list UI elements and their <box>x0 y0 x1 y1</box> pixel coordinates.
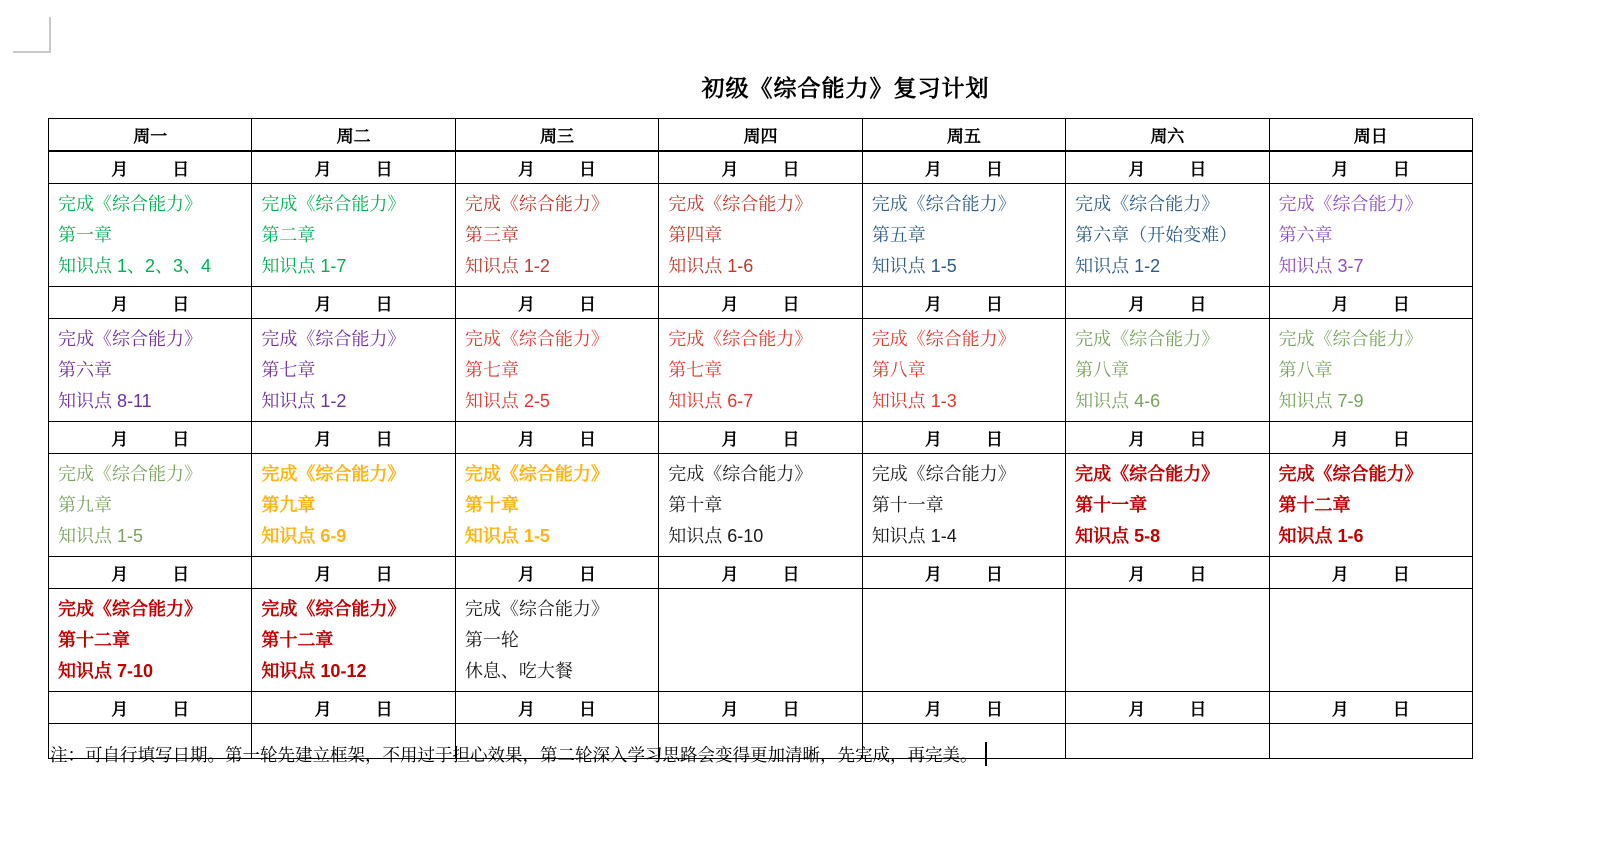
month-label: 月 <box>1331 160 1349 179</box>
task-cell <box>1066 454 1269 557</box>
date-cell <box>455 422 658 454</box>
task-cell <box>659 454 862 557</box>
date-cell <box>1269 287 1472 319</box>
row-content <box>49 589 1473 692</box>
date-cell <box>862 151 1065 184</box>
task-line: 知识点 1-4 <box>871 526 957 546</box>
day-label: 日 <box>782 565 800 584</box>
task-line: 第九章 <box>261 495 316 515</box>
review-plan-table <box>48 118 1473 759</box>
task-line: 知识点 1-6 <box>668 256 754 276</box>
month-label: 月 <box>518 295 536 314</box>
task-line: 第八章 <box>1075 360 1130 380</box>
empty-task-cell <box>1066 589 1269 692</box>
month-label: 月 <box>518 565 536 584</box>
task-line: 完成《综合能力》 <box>464 464 609 484</box>
review-plan-table-body <box>49 119 1473 759</box>
task-line: 完成《综合能力》 <box>1278 194 1423 214</box>
month-label: 月 <box>924 700 942 719</box>
task-line: 知识点 6-10 <box>668 526 764 546</box>
day-label: 日 <box>579 160 597 179</box>
day-label: 日 <box>1392 700 1410 719</box>
empty-cell <box>1269 724 1472 759</box>
day-label: 日 <box>782 700 800 719</box>
day-label: 日 <box>782 430 800 449</box>
day-label: 日 <box>1189 160 1207 179</box>
task-line: 第八章 <box>1278 360 1333 380</box>
task-cell <box>862 319 1065 422</box>
date-cell <box>1066 422 1269 454</box>
date-cell <box>1269 692 1472 724</box>
day-label: 日 <box>375 700 393 719</box>
task-cell <box>49 454 252 557</box>
month-label: 月 <box>314 430 332 449</box>
day-label: 日 <box>375 160 393 179</box>
day-label: 日 <box>782 160 800 179</box>
month-label: 月 <box>924 565 942 584</box>
date-cell <box>659 557 862 589</box>
task-line: 完成《综合能力》 <box>871 329 1016 349</box>
task-line: 第一章 <box>58 225 112 245</box>
day-label: 日 <box>1392 565 1410 584</box>
task-line: 知识点 4-6 <box>1075 391 1161 411</box>
task-cell <box>455 589 658 692</box>
task-line: 知识点 1、2、3、4 <box>58 256 212 276</box>
task-line: 知识点 1-6 <box>1278 526 1364 546</box>
task-line: 知识点 1-2 <box>261 391 347 411</box>
task-line: 知识点 10-12 <box>261 661 367 681</box>
task-line: 第六章 <box>58 360 112 380</box>
month-label: 月 <box>1331 430 1349 449</box>
day-label: 日 <box>1189 565 1207 584</box>
month-label: 月 <box>1331 565 1349 584</box>
month-label: 月 <box>721 160 739 179</box>
task-line: 第二章 <box>261 225 316 245</box>
day-label: 日 <box>782 295 800 314</box>
task-line: 完成《综合能力》 <box>1075 464 1220 484</box>
row-content <box>49 454 1473 557</box>
month-label: 月 <box>518 430 536 449</box>
month-label: 月 <box>1128 160 1146 179</box>
task-line: 知识点 1-2 <box>1075 256 1161 276</box>
month-label: 月 <box>111 565 129 584</box>
date-cell <box>252 557 455 589</box>
date-cell <box>252 422 455 454</box>
date-cell <box>49 692 252 724</box>
day-header-cell: 周五 <box>862 119 1065 152</box>
day-label: 日 <box>579 700 597 719</box>
task-line: 知识点 3-7 <box>1278 256 1364 276</box>
day-header-cell: 周四 <box>659 119 862 152</box>
task-cell <box>252 454 455 557</box>
row-content <box>49 184 1473 287</box>
month-label: 月 <box>111 700 129 719</box>
month-label: 月 <box>1128 295 1146 314</box>
task-cell <box>1066 319 1269 422</box>
task-cell <box>49 184 252 287</box>
day-label: 日 <box>985 160 1003 179</box>
date-cell <box>862 557 1065 589</box>
day-label: 日 <box>375 295 393 314</box>
month-label: 月 <box>1331 295 1349 314</box>
day-label: 日 <box>985 565 1003 584</box>
day-header-cell: 周三 <box>455 119 658 152</box>
task-line: 完成《综合能力》 <box>668 464 813 484</box>
task-line: 知识点 1-3 <box>871 391 957 411</box>
date-cell <box>1269 151 1472 184</box>
date-cell <box>252 287 455 319</box>
task-line: 第三章 <box>464 225 519 245</box>
task-line: 完成《综合能力》 <box>261 599 406 619</box>
task-cell <box>659 184 862 287</box>
footnote-text: 注：可自行填写日期。第一轮先建立框架，不用过于担心效果，第二轮深入学习思路会变得更加清晰，先完成，再完美。 <box>50 745 978 765</box>
date-cell <box>455 557 658 589</box>
task-line: 完成《综合能力》 <box>668 329 813 349</box>
task-line: 第六章 <box>1278 225 1333 245</box>
task-line: 第十二章 <box>1278 495 1351 515</box>
month-label: 月 <box>1128 565 1146 584</box>
task-line: 知识点 1-5 <box>464 526 550 546</box>
row-days <box>49 119 1473 152</box>
task-line: 完成《综合能力》 <box>261 329 406 349</box>
day-label: 日 <box>172 295 190 314</box>
date-cell <box>659 287 862 319</box>
task-cell <box>1269 319 1472 422</box>
task-line: 知识点 6-9 <box>261 526 347 546</box>
month-label: 月 <box>721 565 739 584</box>
date-cell <box>1066 557 1269 589</box>
task-line: 知识点 1-2 <box>464 256 550 276</box>
task-line: 完成《综合能力》 <box>58 464 202 484</box>
task-line: 第一轮 <box>464 630 519 650</box>
month-label: 月 <box>1331 700 1349 719</box>
month-label: 月 <box>314 565 332 584</box>
task-line: 完成《综合能力》 <box>1075 329 1220 349</box>
task-line: 第十二章 <box>261 630 334 650</box>
month-label: 月 <box>314 160 332 179</box>
task-line: 完成《综合能力》 <box>464 329 609 349</box>
day-label: 日 <box>579 565 597 584</box>
day-label: 日 <box>985 295 1003 314</box>
task-line: 第十章 <box>464 495 519 515</box>
footnote <box>50 742 987 768</box>
month-label: 月 <box>924 295 942 314</box>
task-line: 知识点 2-5 <box>464 391 550 411</box>
task-line: 完成《综合能力》 <box>871 194 1016 214</box>
task-cell <box>1066 184 1269 287</box>
task-line: 完成《综合能力》 <box>261 464 406 484</box>
task-line: 完成《综合能力》 <box>668 194 813 214</box>
day-label: 日 <box>1189 295 1207 314</box>
date-cell <box>252 692 455 724</box>
task-line: 完成《综合能力》 <box>1075 194 1220 214</box>
row-dates <box>49 151 1473 184</box>
task-line: 第七章 <box>261 360 316 380</box>
task-line: 完成《综合能力》 <box>871 464 1016 484</box>
day-label: 日 <box>172 700 190 719</box>
task-cell <box>252 319 455 422</box>
day-header-cell: 周二 <box>252 119 455 152</box>
task-line: 第八章 <box>871 360 926 380</box>
date-cell <box>49 287 252 319</box>
day-label: 日 <box>1392 430 1410 449</box>
task-cell <box>455 184 658 287</box>
task-cell <box>455 319 658 422</box>
task-cell <box>455 454 658 557</box>
month-label: 月 <box>924 160 942 179</box>
date-cell <box>455 692 658 724</box>
month-label: 月 <box>314 295 332 314</box>
text-cursor <box>985 742 987 766</box>
task-line: 第十二章 <box>58 630 130 650</box>
empty-task-cell <box>862 589 1065 692</box>
task-line: 知识点 1-7 <box>261 256 347 276</box>
empty-task-cell <box>1269 589 1472 692</box>
month-label: 月 <box>111 430 129 449</box>
day-label: 日 <box>375 430 393 449</box>
task-line: 第七章 <box>668 360 723 380</box>
day-label: 日 <box>985 700 1003 719</box>
row-dates <box>49 287 1473 319</box>
month-label: 月 <box>924 430 942 449</box>
task-line: 第七章 <box>464 360 519 380</box>
day-label: 日 <box>172 565 190 584</box>
date-cell <box>659 151 862 184</box>
month-label: 月 <box>1128 700 1146 719</box>
task-cell <box>252 184 455 287</box>
day-label: 日 <box>579 295 597 314</box>
day-label: 日 <box>985 430 1003 449</box>
task-cell <box>1269 454 1472 557</box>
task-cell <box>49 319 252 422</box>
day-label: 日 <box>579 430 597 449</box>
date-cell <box>49 557 252 589</box>
task-line: 知识点 7-10 <box>58 661 154 681</box>
date-cell <box>862 287 1065 319</box>
task-line: 完成《综合能力》 <box>1278 464 1423 484</box>
month-label: 月 <box>518 700 536 719</box>
month-label: 月 <box>721 700 739 719</box>
task-line: 知识点 1-5 <box>871 256 957 276</box>
task-cell <box>1269 184 1472 287</box>
date-cell <box>252 151 455 184</box>
empty-task-cell <box>659 589 862 692</box>
empty-cell <box>1066 724 1269 759</box>
date-cell <box>1066 287 1269 319</box>
task-cell <box>49 589 252 692</box>
task-line: 第四章 <box>668 225 723 245</box>
date-cell <box>862 422 1065 454</box>
row-dates <box>49 692 1473 724</box>
month-label: 月 <box>111 160 129 179</box>
month-label: 月 <box>721 430 739 449</box>
task-line: 第六章（开始变难） <box>1075 225 1238 245</box>
task-line: 第九章 <box>58 495 112 515</box>
task-line: 知识点 6-7 <box>668 391 754 411</box>
day-label: 日 <box>1189 430 1207 449</box>
day-label: 日 <box>375 565 393 584</box>
margin-corner-mark <box>13 17 51 53</box>
task-line: 完成《综合能力》 <box>464 599 609 619</box>
task-line: 休息、吃大餐 <box>464 661 573 681</box>
month-label: 月 <box>314 700 332 719</box>
task-line: 完成《综合能力》 <box>58 194 202 214</box>
date-cell <box>1269 422 1472 454</box>
task-cell <box>252 589 455 692</box>
task-line: 知识点 7-9 <box>1278 391 1364 411</box>
day-header-cell: 周日 <box>1269 119 1472 152</box>
day-header-cell: 周一 <box>49 119 252 152</box>
month-label: 月 <box>111 295 129 314</box>
task-line: 知识点 8-11 <box>58 391 152 411</box>
task-line: 知识点 1-5 <box>58 526 144 546</box>
date-cell <box>1269 557 1472 589</box>
row-dates <box>49 422 1473 454</box>
task-line: 第十章 <box>668 495 723 515</box>
row-content <box>49 319 1473 422</box>
date-cell <box>1066 692 1269 724</box>
task-line: 完成《综合能力》 <box>58 329 202 349</box>
date-cell <box>659 422 862 454</box>
day-label: 日 <box>172 430 190 449</box>
task-line: 完成《综合能力》 <box>1278 329 1423 349</box>
day-label: 日 <box>1392 295 1410 314</box>
day-label: 日 <box>172 160 190 179</box>
date-cell <box>455 151 658 184</box>
date-cell <box>1066 151 1269 184</box>
task-line: 完成《综合能力》 <box>261 194 406 214</box>
task-line: 完成《综合能力》 <box>58 599 202 619</box>
month-label: 月 <box>1128 430 1146 449</box>
task-cell <box>862 454 1065 557</box>
date-cell <box>49 151 252 184</box>
day-label: 日 <box>1189 700 1207 719</box>
date-cell <box>862 692 1065 724</box>
day-label: 日 <box>1392 160 1410 179</box>
task-line: 第十一章 <box>1075 495 1148 515</box>
date-cell <box>659 692 862 724</box>
task-line: 知识点 5-8 <box>1075 526 1161 546</box>
month-label: 月 <box>721 295 739 314</box>
page-title: 初级《综合能力》复习计划 <box>701 75 990 101</box>
month-label: 月 <box>518 160 536 179</box>
row-dates <box>49 557 1473 589</box>
date-cell <box>49 422 252 454</box>
date-cell <box>455 287 658 319</box>
task-cell <box>862 184 1065 287</box>
task-line: 完成《综合能力》 <box>464 194 609 214</box>
task-line: 第五章 <box>871 225 926 245</box>
day-header-cell: 周六 <box>1066 119 1269 152</box>
task-line: 第十一章 <box>871 495 944 515</box>
task-cell <box>659 319 862 422</box>
